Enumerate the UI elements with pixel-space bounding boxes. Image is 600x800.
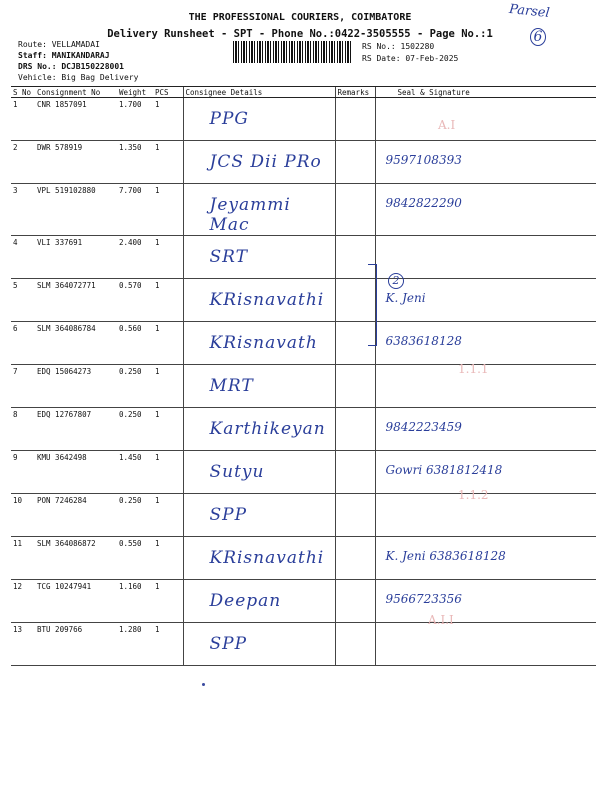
col-sno: S No xyxy=(11,87,35,98)
cell-signature xyxy=(375,98,596,141)
handwritten-count-circle: 6 xyxy=(530,28,546,46)
cell-consignment: VPL 519102880 xyxy=(35,184,117,236)
col-consignment: Consignment No xyxy=(35,87,117,98)
cell-sno: 7 xyxy=(11,365,35,408)
vehicle-label: Vehicle: Big Bag Delivery xyxy=(18,73,139,82)
table-row xyxy=(11,408,596,451)
cell-consignee xyxy=(183,451,335,494)
cell-sno: 1 xyxy=(11,98,35,141)
cell-consignment: SLM 364072771 xyxy=(35,279,117,322)
table-row xyxy=(11,322,596,365)
cell-pcs: 1 xyxy=(153,408,183,451)
cell-remarks xyxy=(335,408,375,451)
handwritten-consignee: JCS Dii PRo xyxy=(209,152,322,172)
table-row xyxy=(11,451,596,494)
cell-weight: 0.550 xyxy=(117,537,153,580)
cell-signature xyxy=(375,408,596,451)
staff-label: Staff: MANIKANDARAJ xyxy=(18,51,110,60)
table-row xyxy=(11,184,596,236)
cell-pcs: 1 xyxy=(153,537,183,580)
cell-weight: 7.700 xyxy=(117,184,153,236)
cell-remarks xyxy=(335,537,375,580)
cell-weight: 2.400 xyxy=(117,236,153,279)
table-row xyxy=(11,537,596,580)
handwritten-consignee: KRisnavath xyxy=(209,333,318,353)
cell-remarks xyxy=(335,451,375,494)
col-signature: Seal & Signature xyxy=(375,87,596,98)
handwritten-signature: 9597108393 xyxy=(385,153,462,167)
table-row xyxy=(11,141,596,184)
col-remarks: Remarks xyxy=(335,87,375,98)
cell-consignee xyxy=(183,322,335,365)
handwritten-consignee: Deepan xyxy=(209,591,282,611)
cell-pcs: 1 xyxy=(153,279,183,322)
cell-sno: 4 xyxy=(11,236,35,279)
cell-consignment: KMU 3642498 xyxy=(35,451,117,494)
table-row xyxy=(11,494,596,537)
cell-consignee xyxy=(183,580,335,623)
handwritten-circle-note: 2 xyxy=(388,273,404,289)
handwritten-signature: 6383618128 xyxy=(385,334,462,348)
cell-remarks xyxy=(335,623,375,666)
cell-pcs: 1 xyxy=(153,322,183,365)
cell-pcs: 1 xyxy=(153,451,183,494)
ink-dot xyxy=(202,683,205,686)
table-row xyxy=(11,365,596,408)
rs-date: RS Date: 07-Feb-2025 xyxy=(362,54,459,63)
barcode xyxy=(233,41,353,63)
cell-sno: 8 xyxy=(11,408,35,451)
cell-remarks xyxy=(335,580,375,623)
rs-number: RS No.: 1502280 xyxy=(362,42,435,51)
cell-remarks xyxy=(335,184,375,236)
handwritten-consignee: KRisnavathi xyxy=(209,548,325,568)
handwritten-signature: Gowri 6381812418 xyxy=(385,463,503,477)
col-pcs: PCS xyxy=(153,87,183,98)
runsheet-title: THE PROFESSIONAL COURIERS, COIMBATORE xyxy=(188,12,412,23)
cell-consignment: VLI 337691 xyxy=(35,236,117,279)
handwritten-signature: 9566723356 xyxy=(385,592,462,606)
cell-consignee xyxy=(183,408,335,451)
drs-number: DRS No.: DCJB150228001 xyxy=(18,62,124,71)
table-row xyxy=(11,623,596,666)
cell-pcs: 1 xyxy=(153,580,183,623)
cell-sno: 5 xyxy=(11,279,35,322)
cell-weight: 1.160 xyxy=(117,580,153,623)
cell-consignment: SLM 364086784 xyxy=(35,322,117,365)
cell-consignee xyxy=(183,365,335,408)
cell-signature xyxy=(375,580,596,623)
cell-weight: 0.250 xyxy=(117,408,153,451)
handwritten-signature: K. Jeni xyxy=(385,291,426,305)
cell-consignee xyxy=(183,623,335,666)
col-consignee: Consignee Details xyxy=(183,87,335,98)
cell-weight: 0.250 xyxy=(117,365,153,408)
cell-signature xyxy=(375,322,596,365)
cell-remarks xyxy=(335,98,375,141)
cell-remarks xyxy=(335,141,375,184)
cell-consignment: SLM 364086872 xyxy=(35,537,117,580)
cell-pcs: 1 xyxy=(153,494,183,537)
faint-stamp: 1.1.1 xyxy=(458,362,489,376)
cell-signature xyxy=(375,279,596,322)
cell-sno: 10 xyxy=(11,494,35,537)
handwritten-bracket xyxy=(368,264,377,346)
cell-consignment: EDQ 15064273 xyxy=(35,365,117,408)
cell-signature xyxy=(375,236,596,279)
runsheet-table xyxy=(11,86,596,666)
cell-weight: 1.280 xyxy=(117,623,153,666)
cell-consignment: BTU 209766 xyxy=(35,623,117,666)
handwritten-consignee: Jeyammi Mac xyxy=(209,195,291,235)
cell-pcs: 1 xyxy=(153,236,183,279)
table-row xyxy=(11,580,596,623)
cell-weight: 0.560 xyxy=(117,322,153,365)
cell-consignee xyxy=(183,494,335,537)
cell-weight: 1.350 xyxy=(117,141,153,184)
cell-consignment: DWR 578919 xyxy=(35,141,117,184)
handwritten-consignee: Karthikeyan xyxy=(209,419,326,439)
cell-sno: 2 xyxy=(11,141,35,184)
handwritten-consignee: PPG xyxy=(209,109,249,129)
handwritten-consignee: SPP xyxy=(209,634,248,654)
cell-pcs: 1 xyxy=(153,141,183,184)
cell-sno: 9 xyxy=(11,451,35,494)
cell-consignee xyxy=(183,537,335,580)
route-label: Route: VELLAMADAI xyxy=(18,40,100,49)
cell-weight: 0.570 xyxy=(117,279,153,322)
handwritten-consignee: MRT xyxy=(209,376,254,396)
cell-signature xyxy=(375,184,596,236)
handwritten-consignee: Sutyu xyxy=(209,462,265,482)
cell-sno: 11 xyxy=(11,537,35,580)
cell-consignee xyxy=(183,141,335,184)
cell-pcs: 1 xyxy=(153,365,183,408)
cell-consignment: CNR 1857091 xyxy=(35,98,117,141)
cell-consignment: EDQ 12767807 xyxy=(35,408,117,451)
handwritten-parsel: Parsel xyxy=(508,1,551,22)
cell-consignee xyxy=(183,236,335,279)
faint-stamp: A.I.I xyxy=(428,613,454,627)
cell-sno: 13 xyxy=(11,623,35,666)
faint-stamp: A.I xyxy=(438,118,456,132)
table-row xyxy=(11,236,596,279)
cell-sno: 3 xyxy=(11,184,35,236)
faint-stamp: 1.1.2 xyxy=(458,488,489,502)
cell-consignment: TCG 10247941 xyxy=(35,580,117,623)
cell-pcs: 1 xyxy=(153,98,183,141)
cell-consignee xyxy=(183,279,335,322)
cell-signature xyxy=(375,537,596,580)
cell-signature xyxy=(375,141,596,184)
cell-consignment: PON 7246284 xyxy=(35,494,117,537)
cell-pcs: 1 xyxy=(153,623,183,666)
cell-remarks xyxy=(335,365,375,408)
table-row xyxy=(11,98,596,141)
cell-weight: 1.450 xyxy=(117,451,153,494)
cell-sno: 12 xyxy=(11,580,35,623)
cell-weight: 0.250 xyxy=(117,494,153,537)
handwritten-signature: 9842822290 xyxy=(385,196,462,210)
cell-consignee xyxy=(183,98,335,141)
cell-weight: 1.700 xyxy=(117,98,153,141)
table-header-row xyxy=(11,87,596,98)
cell-signature xyxy=(375,623,596,666)
handwritten-consignee: SPP xyxy=(209,505,248,525)
cell-remarks xyxy=(335,494,375,537)
handwritten-signature: K. Jeni 6383618128 xyxy=(385,549,506,563)
handwritten-consignee: KRisnavathi xyxy=(209,290,325,310)
cell-sno: 6 xyxy=(11,322,35,365)
runsheet-subtitle: Delivery Runsheet - SPT - Phone No.:0422-3505555 - Page No.:1 xyxy=(107,28,493,40)
table-row xyxy=(11,279,596,322)
handwritten-signature: 9842223459 xyxy=(385,420,462,434)
cell-pcs: 1 xyxy=(153,184,183,236)
handwritten-consignee: SRT xyxy=(209,247,248,267)
col-weight: Weight xyxy=(117,87,153,98)
cell-consignee xyxy=(183,184,335,236)
